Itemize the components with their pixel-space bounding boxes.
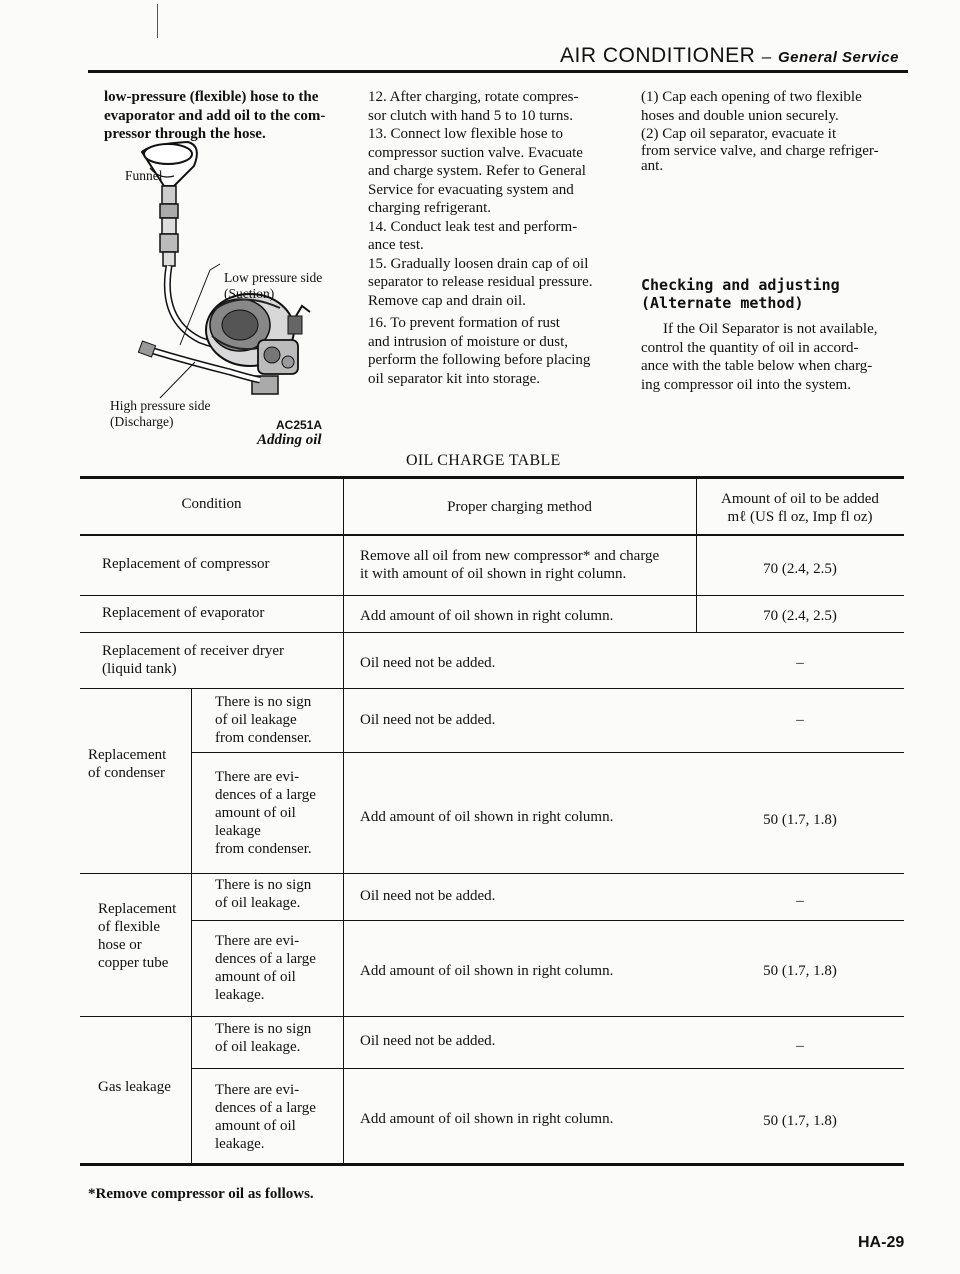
page-header [560,44,899,68]
sub-line: There is no sign [215,877,312,893]
step-line: Service for evacuating system and [368,181,574,198]
sub-line: dences of a large [215,951,316,967]
cap-line: from service valve, and charge refriger- [641,142,879,159]
row-rule [80,873,904,874]
cond-line: Replacement [98,901,177,917]
sub-gas-evidence [215,1081,316,1153]
method-condenser-add: Add amount of oil shown in right column. [360,809,614,825]
section-heading-line2: (Alternate method) [641,294,804,312]
header-rule [88,70,908,73]
amount-hose-add: 50 (1.7, 1.8) [763,963,837,979]
sub-line: leakage. [215,1136,265,1152]
sub-hose-evidence [215,932,316,1004]
sub-line: amount of oil [215,805,296,821]
step-line: charging refrigerant. [368,200,491,216]
sub-line: There is no sign [215,694,312,710]
sub-gas-no-sign [215,1020,311,1056]
sub-line: of oil leakage. [215,895,301,911]
row-rule [80,1016,904,1017]
sub-hose-no-sign [215,876,311,912]
cond-line: hose or [98,937,142,953]
method-gas-none: Oil need not be added. [360,1033,496,1049]
row-rule [80,595,904,596]
sub-line: amount of oil [215,969,296,985]
cap-line: ant. [641,157,664,174]
step-line: sor clutch with hand 5 to 10 turns. [368,107,573,124]
cap-line: (2) Cap oil separator, evacuate it [641,126,837,142]
footnote: *Remove compressor oil as follows. [88,1186,314,1202]
row-rule [191,1068,904,1069]
step-line: and charge system. Refer to General [368,163,586,179]
row-rule [191,920,904,921]
cond-line: of flexible [98,919,161,935]
col-rule [343,479,344,1163]
label-high-line1: High pressure side [110,398,211,413]
intro-text [104,88,344,144]
label-low-line2: (Suction) [224,286,275,301]
label-high-line2: (Discharge) [110,414,174,429]
method-line: it with amount of oil shown in right column. [360,566,627,582]
head-condition: Condition [181,496,242,512]
header-title: AIR CONDITIONER [560,44,756,67]
step-line: separator to release residual pressure. [368,274,593,290]
step-line: 15. Gradually loosen drain cap of oil [368,255,589,272]
col-rule [191,688,192,1163]
para-line: ance with the table below when charg- [641,358,873,374]
sub-line: dences of a large [215,787,316,803]
cond-line: Replacement of receiver dryer [102,643,284,659]
amount-receiver-dryer: – [796,655,804,671]
amount-gas-add: 50 (1.7, 1.8) [763,1113,837,1129]
sub-condenser-evidence [215,768,316,858]
amount-gas-none: – [796,1038,804,1054]
method-line: Remove all oil from new compressor* and charge [360,548,660,564]
intro-line: pressor through the hose. [104,126,266,142]
table-bottom-rule [80,1163,904,1166]
step-line: 14. Conduct leak test and perform- [368,218,578,235]
method-evaporator: Add amount of oil shown in right column. [360,608,614,624]
step-line: perform the following before placing [368,352,591,368]
method-hose-add: Add amount of oil shown in right column. [360,963,614,979]
cond-line: of condenser [88,765,166,781]
para-line: If the Oil Separator is not available, [663,321,878,337]
table-top-rule [80,476,904,479]
sub-line: leakage [215,823,261,839]
step-line: compressor suction valve. Evacuate [368,144,583,161]
caps-column [641,88,911,174]
sub-line: There are evi- [215,1082,300,1098]
table-title: OIL CHARGE TABLE [406,452,561,469]
label-low-pressure [224,270,322,302]
cond-receiver-dryer [102,642,284,678]
cond-line: (liquid tank) [102,661,177,677]
step-line: 12. After charging, rotate compres- [368,89,579,105]
sub-line: amount of oil [215,1118,296,1134]
figure-caption: Adding oil [257,432,322,448]
step-line: ance test. [368,237,424,253]
amount-condenser-add: 50 (1.7, 1.8) [763,812,837,828]
figure-code: AC251A [276,418,323,432]
step-line: 13. Connect low flexible hose to [368,126,563,142]
amount-compressor: 70 (2.4, 2.5) [763,561,837,577]
method-compressor [360,547,659,583]
sub-line: from condenser. [215,730,312,746]
sub-line: There is no sign [215,1021,312,1037]
cond-evaporator: Replacement of evaporator [102,605,265,621]
step-line: 16. To prevent formation of rust [368,315,560,331]
header-dash: – [761,47,772,66]
section-heading [641,276,840,312]
alternate-method-text [641,320,913,394]
label-low-line1: Low pressure side [224,270,323,285]
method-receiver-dryer: Oil need not be added. [360,655,496,671]
intro-line: evaporator and add oil to the com- [104,107,326,124]
para-line: ing compressor oil into the system. [641,376,851,393]
cond-condenser [88,746,166,782]
step-line: and intrusion of moisture or dust, [368,333,568,350]
sub-line: of oil leakage. [215,1039,301,1055]
sub-condenser-no-sign [215,693,312,747]
head-amount-line1: Amount of oil to be added [721,491,879,507]
cond-line: Replacement [88,747,167,763]
sub-line: There are evi- [215,769,300,785]
amount-condenser-none: – [796,712,804,728]
row-rule [191,752,904,753]
sub-line: There are evi- [215,933,300,949]
method-condenser-none: Oil need not be added. [360,712,496,728]
cond-gas-leakage: Gas leakage [98,1079,171,1095]
para-line: control the quantity of oil in accord- [641,339,859,356]
method-gas-add: Add amount of oil shown in right column. [360,1111,614,1127]
head-amount [696,490,904,526]
head-amount-line2: mℓ (US fl oz, Imp fl oz) [727,509,873,525]
sub-line: dences of a large [215,1100,316,1116]
cond-flexible-hose [98,900,176,972]
sub-line: from condenser. [215,841,312,857]
row-rule [80,688,904,689]
method-hose-none: Oil need not be added. [360,888,496,904]
steps-column [368,88,626,388]
amount-hose-none: – [796,893,804,909]
page-number: HA-29 [858,1234,905,1251]
step-line: Remove cap and drain oil. [368,292,526,309]
sub-line: leakage. [215,987,265,1003]
cap-line: (1) Cap each opening of two flexible [641,89,862,105]
label-high-pressure [110,398,210,430]
head-method: Proper charging method [447,499,592,515]
cond-line: copper tube [98,955,169,971]
scan-mark [157,4,158,38]
header-subtitle: General Service [778,49,899,66]
step-line: oil separator kit into storage. [368,370,541,387]
table-head-rule [80,534,904,536]
intro-line: low-pressure (flexible) hose to the [104,89,319,105]
section-heading-line1: Checking and adjusting [641,276,840,294]
sub-line: of oil leakage [215,712,297,728]
cond-compressor: Replacement of compressor [102,556,270,572]
cap-line: hoses and double union securely. [641,107,839,124]
row-rule [80,632,904,633]
amount-evaporator: 70 (2.4, 2.5) [763,608,837,624]
label-funnel: Funnel [125,168,163,183]
